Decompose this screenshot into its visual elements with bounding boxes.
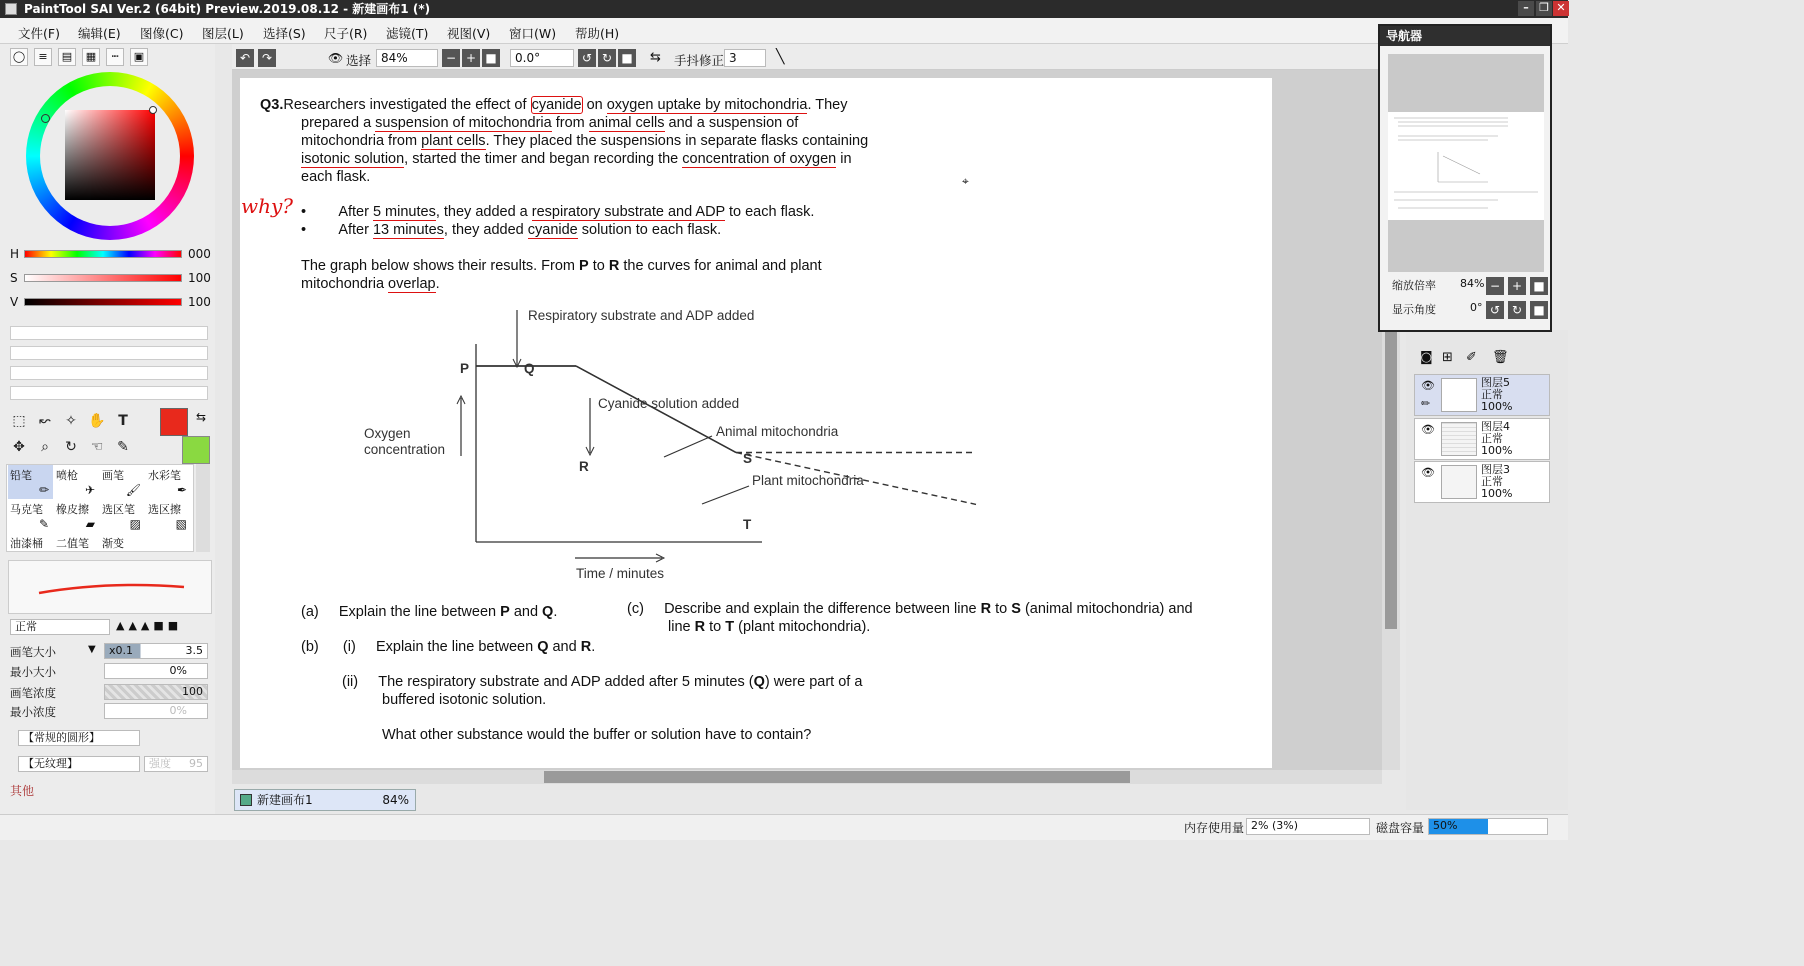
brush-label: 橡皮擦: [56, 503, 89, 516]
background-color-swatch[interactable]: [182, 436, 210, 464]
mixer-tab[interactable]: ┉: [106, 48, 124, 66]
swap-colors-icon[interactable]: ⇆: [196, 410, 207, 424]
text-run: to: [588, 258, 609, 274]
zoom-in-icon[interactable]: +: [462, 49, 480, 67]
nav-rotate-reset-icon[interactable]: ■: [1530, 301, 1548, 319]
nav-angle-label: 显示角度: [1392, 303, 1436, 316]
question-number: Q3.: [260, 97, 284, 113]
status-bar: [0, 814, 1568, 840]
brush-size-multiplier: x0.1: [109, 644, 134, 657]
layer-panel: [1406, 330, 1568, 810]
airbrush-icon: ✈: [84, 483, 95, 497]
annotated-word: overlap: [388, 276, 436, 292]
swatch-row[interactable]: [10, 386, 208, 400]
memory-label: 内存使用量: [1184, 821, 1245, 835]
text-run: from: [551, 115, 589, 131]
text-run: .: [553, 604, 558, 620]
layer-mode: 正常: [1481, 475, 1503, 488]
menu-ruler[interactable]: 尺子(R): [324, 26, 368, 41]
brush-label: 选区擦: [148, 503, 181, 516]
hsv-slider-tab[interactable]: ▤: [58, 48, 76, 66]
horizontal-scrollbar[interactable]: [232, 770, 1382, 784]
annotated-word: respiratory substrate and ADP: [531, 204, 725, 220]
brush-tip-shapes[interactable]: ▲▲▲■■: [116, 619, 183, 632]
text-run: ) were part of a: [764, 674, 863, 690]
bold-letter: R: [580, 639, 592, 655]
question-c-line2: [668, 619, 870, 635]
rotate-icon[interactable]: ↻: [65, 439, 77, 455]
undo-icon[interactable]: ↶: [236, 49, 254, 67]
question-label: (a): [301, 604, 319, 620]
copy-layer-icon[interactable]: ✐: [1466, 350, 1477, 365]
swatch-row[interactable]: [10, 326, 208, 340]
canvas-tab[interactable]: [234, 789, 416, 811]
zoom-icon[interactable]: ⌕: [41, 439, 49, 455]
menu-file[interactable]: 文件(F): [18, 26, 60, 41]
layer-info: [1481, 377, 1512, 413]
text-run: . They placed the suspensions in separate flasks containing: [485, 133, 869, 149]
point-label-t: T: [743, 517, 752, 532]
eye-icon[interactable]: 👁: [1421, 466, 1435, 479]
select-label: 选择: [346, 53, 372, 68]
select-pen-icon: ▨: [129, 517, 141, 531]
annotated-word: oxygen uptake by mitochondria: [606, 97, 808, 113]
oxygen-graph: [240, 78, 1272, 768]
layer-name: 图层4: [1481, 420, 1510, 433]
document-page[interactable]: [240, 78, 1272, 768]
layer-name: 图层5: [1481, 376, 1510, 389]
window-title: PaintTool SAI Ver.2 (64bit) Preview.2019.08.12 - 新建画布1 (*): [24, 2, 431, 16]
annotated-word: plant cells: [421, 133, 486, 149]
disk-usage-bar: [1428, 818, 1548, 835]
texture-strength-label: 强度: [149, 757, 171, 770]
x-axis-label: Time / minutes: [576, 566, 665, 581]
stabilizer-label: 手抖修正: [674, 53, 725, 68]
text-run: in: [836, 151, 852, 167]
text-run: , they added: [443, 222, 528, 238]
brush-marker[interactable]: [8, 499, 53, 533]
hue-slider[interactable]: [24, 250, 182, 258]
s-label: S: [10, 271, 18, 285]
brush-pencil[interactable]: [8, 465, 53, 499]
magic-wand-icon[interactable]: ✧: [65, 413, 77, 429]
watercolor-icon: ✒: [176, 483, 187, 497]
layer-name: 图层3: [1481, 463, 1510, 476]
min-density-label: 最小浓度: [10, 705, 56, 719]
eye-icon: 👁: [328, 51, 344, 65]
maximize-button[interactable]: ❐: [1536, 1, 1552, 16]
annotated-word: cyanide: [527, 222, 578, 238]
foreground-color-swatch[interactable]: [160, 408, 188, 436]
text-run: The graph below shows their results. From: [301, 258, 580, 274]
stabilizer-select[interactable]: 3: [724, 49, 766, 67]
point-label-q: Q: [524, 361, 535, 376]
text-run: prepared a: [301, 115, 376, 131]
question-label: (i): [342, 639, 356, 655]
navigator-page-thumbnail: [1388, 112, 1544, 220]
bold-letter: R: [980, 601, 992, 617]
value-value: 100: [188, 295, 211, 309]
text-run: , they added a: [435, 204, 532, 220]
nav-rotate-left-icon[interactable]: ↺: [1486, 301, 1504, 319]
menu-image[interactable]: 图像(C): [140, 26, 184, 41]
new-folder-icon[interactable]: ⊞: [1442, 350, 1453, 365]
memory-usage-bar: [1246, 818, 1370, 835]
brush-label: 油漆桶: [10, 537, 43, 550]
text-run: After: [338, 204, 373, 220]
other-section[interactable]: 其他: [10, 784, 35, 798]
text-run: solution to each flask.: [577, 222, 722, 238]
stroke-preview-line: [9, 561, 213, 615]
hand-icon[interactable]: ✋: [88, 413, 106, 429]
annotated-word: 5 minutes: [372, 204, 436, 220]
text-run: mitochondria from: [301, 133, 422, 149]
question-c: [627, 601, 1193, 617]
text-tool-icon[interactable]: T: [118, 413, 128, 429]
zoom-out-icon[interactable]: −: [442, 49, 460, 67]
nav-rotate-right-icon[interactable]: ↻: [1508, 301, 1526, 319]
text-run: . They: [807, 97, 848, 113]
density-label: 画笔浓度: [10, 686, 56, 700]
hue-value: 000: [188, 247, 211, 261]
menu-window[interactable]: 窗口(W): [509, 26, 557, 41]
bold-letter: T: [725, 619, 735, 635]
left-panel: [0, 44, 215, 840]
annotated-word: suspension of mitochondria: [375, 115, 552, 131]
horizontal-scroll-thumb[interactable]: [544, 771, 1130, 783]
eye-icon[interactable]: 👁: [1421, 423, 1435, 436]
animal-label: Animal mitochondria: [716, 424, 839, 439]
point-label-p: P: [460, 361, 470, 376]
layer-info: [1481, 464, 1512, 500]
pencil-icon: ✏: [38, 483, 49, 497]
point-label-r: R: [579, 459, 589, 474]
vertical-scroll-thumb[interactable]: [1385, 304, 1397, 629]
question-b-i: [301, 639, 595, 655]
eye-icon[interactable]: 👁: [1421, 379, 1435, 392]
min-size-label: 最小大小: [10, 665, 56, 679]
redo-icon[interactable]: ↷: [258, 49, 276, 67]
bold-letter: Q: [753, 674, 765, 690]
layer-thumbnail: [1441, 378, 1477, 412]
pen-lock-icon[interactable]: ✏: [1421, 397, 1431, 410]
saturation-value-square[interactable]: [65, 110, 155, 200]
trash-icon[interactable]: 🗑: [1492, 350, 1509, 365]
text-run: and a suspension of: [664, 115, 799, 131]
question-label: (c): [627, 601, 644, 617]
bullet-2: • After 13 minutes, they added cyanide solution to each flask.: [301, 222, 722, 238]
text-run: , started the timer and began recording the: [404, 151, 683, 167]
brush-label: 画笔: [102, 469, 124, 482]
v-label: V: [10, 295, 19, 309]
minimize-button[interactable]: –: [1518, 1, 1534, 16]
bold-letter: R: [694, 619, 706, 635]
rotate-reset-icon[interactable]: ■: [618, 49, 636, 67]
text-run: to: [991, 601, 1012, 617]
layer-thumbnail: [1441, 422, 1477, 456]
brush-size-value: 3.5: [185, 644, 203, 657]
animal-arrow: [664, 436, 712, 457]
text-run: After: [338, 222, 373, 238]
text-run: (plant mitochondria).: [734, 619, 871, 635]
saturation-value: 100: [188, 271, 211, 285]
menu-help[interactable]: 帮助(H): [575, 26, 620, 41]
y-axis-label: Oxygen concentration: [364, 426, 446, 457]
title-bar: [0, 0, 1568, 18]
brush-airbrush[interactable]: [54, 465, 99, 499]
brush-binary[interactable]: [54, 533, 99, 551]
canvas-tab-name: 新建画布1: [257, 793, 313, 807]
zoom-reset-icon[interactable]: ■: [482, 49, 500, 67]
brush-select-eraser[interactable]: [146, 499, 191, 533]
value-slider[interactable]: [24, 298, 182, 306]
substrate-annotation: Respiratory substrate and ADP added: [528, 308, 755, 323]
layer-mode: 正常: [1481, 388, 1503, 401]
layer-item[interactable]: [1414, 418, 1550, 460]
navigator-window[interactable]: [1378, 24, 1552, 332]
bullet-1: • After 5 minutes, they added a respiratory substrate and ADP to each flask.: [301, 204, 815, 220]
navigator-title-bar[interactable]: [1380, 26, 1550, 46]
bold-letter: P: [500, 604, 510, 620]
hue-cursor[interactable]: [41, 114, 50, 123]
menu-view[interactable]: 视图(V): [447, 26, 491, 41]
nav-angle-value: 0°: [1470, 301, 1483, 314]
layer-info: [1481, 421, 1512, 457]
brush-eraser[interactable]: [54, 499, 99, 533]
menu-edit[interactable]: 编辑(E): [78, 26, 121, 41]
brush-bucket[interactable]: [8, 533, 53, 551]
text-run: and: [548, 639, 581, 655]
brush-label: 水彩笔: [148, 469, 181, 482]
swatch-row[interactable]: [10, 346, 208, 360]
question-label: (ii): [342, 674, 359, 690]
annotated-word: animal cells: [588, 115, 665, 131]
memory-usage-value: 2% (3%): [1251, 819, 1298, 832]
min-size-field[interactable]: 0%: [104, 663, 208, 679]
menu-bar: [0, 18, 1568, 44]
min-density-field[interactable]: 0%: [104, 703, 208, 719]
swatch-row[interactable]: [10, 366, 208, 380]
canvas-icon: [240, 794, 252, 806]
canvas-toolbar: [232, 44, 1382, 70]
brush-scrollbar[interactable]: [196, 464, 210, 552]
density-field[interactable]: 100: [104, 684, 208, 700]
brush-label: 喷枪: [56, 469, 78, 482]
sv-cursor[interactable]: [149, 106, 157, 114]
brush-gradient[interactable]: [100, 533, 145, 551]
plant-label: Plant mitochondria: [752, 473, 864, 488]
nav-zoom-label: 缩放倍率: [1392, 279, 1436, 292]
navigator-page-lines: [1388, 112, 1544, 220]
texture-strength-value: 95: [189, 757, 203, 770]
brush-icon: 🖌: [125, 483, 141, 497]
annotated-word: isotonic solution: [301, 151, 405, 167]
layer-thumbnail: [1441, 465, 1477, 499]
brush-label: 铅笔: [10, 469, 32, 482]
brush-shape-select[interactable]: 【常规的圆形】: [18, 730, 140, 746]
line-tool-icon[interactable]: ╲: [776, 49, 785, 65]
disk-label: 磁盘容量: [1376, 821, 1425, 835]
brush-watercolor[interactable]: [146, 465, 191, 499]
texture-select[interactable]: 【无纹理】: [18, 756, 140, 772]
brush-label: 选区笔: [102, 503, 135, 516]
cyanide-annotation: Cyanide solution added: [598, 396, 740, 411]
move-icon[interactable]: ✥: [13, 439, 25, 455]
app-icon: [5, 3, 17, 15]
question-b-ii-line2: buffered isotonic solution.: [382, 692, 547, 708]
text-run: The respiratory substrate and ADP added after 5 minutes (: [378, 674, 754, 690]
handwritten-note: why?: [241, 194, 294, 218]
dropdown-arrow-icon[interactable]: ▼: [88, 644, 96, 655]
brush-size-label: 画笔大小: [10, 645, 56, 659]
question-line-5: each flask.: [301, 169, 371, 185]
scratchpad-tab[interactable]: ▣: [130, 48, 148, 66]
texture-strength-field[interactable]: [144, 756, 208, 772]
brush-size-field[interactable]: [104, 643, 208, 659]
text-run: Researchers investigated the effect of: [283, 97, 531, 113]
zoom-select[interactable]: 84%: [376, 49, 438, 67]
plant-arrow: [702, 486, 749, 504]
menu-select[interactable]: 选择(S): [263, 26, 306, 41]
hand-pan-icon[interactable]: ☜: [90, 439, 104, 455]
palette-tab[interactable]: ▦: [82, 48, 100, 66]
text-run: .: [591, 639, 596, 655]
nav-zoom-value: 84%: [1460, 277, 1485, 290]
new-layer-icon[interactable]: ◙: [1420, 350, 1433, 365]
bold-letter: P: [579, 258, 589, 274]
text-run: on: [582, 97, 607, 113]
question-label: (b): [301, 639, 319, 655]
menu-filter[interactable]: 滤镜(T): [386, 26, 429, 41]
question-b-ii-line3: What other substance would the buffer or solution have to contain?: [382, 727, 812, 743]
layer-item[interactable]: [1414, 461, 1550, 503]
nav-zoom-out-icon[interactable]: −: [1486, 277, 1504, 295]
layer-mode: 正常: [1481, 432, 1503, 445]
text-run: mitochondria: [301, 276, 389, 292]
rotate-right-icon[interactable]: ↻: [598, 49, 616, 67]
rgb-slider-tab[interactable]: ≡: [34, 48, 52, 66]
text-run: Describe and explain the difference between line: [664, 601, 981, 617]
annotated-word: concentration of oxygen: [682, 151, 837, 167]
text-run: to each flask.: [724, 204, 815, 220]
text-run: Explain the line between: [375, 639, 538, 655]
stroke-preview: [8, 560, 212, 614]
disk-usage-value: 50%: [1433, 819, 1458, 832]
mouse-cursor-icon: ⌖: [962, 174, 969, 188]
navigator-preview[interactable]: [1388, 54, 1544, 272]
brush-label: 渐变: [102, 537, 124, 550]
nav-zoom-reset-icon[interactable]: ■: [1530, 277, 1548, 295]
canvas-tab-zoom: 84%: [382, 793, 409, 807]
marker-icon: ✎: [38, 517, 49, 531]
annotated-word: cyanide: [531, 97, 582, 113]
text-run: to: [705, 619, 726, 635]
rect-select-icon[interactable]: ⬚: [12, 413, 26, 429]
color-wheel-tab[interactable]: ◯: [10, 48, 28, 66]
close-button[interactable]: ✕: [1553, 1, 1569, 16]
question-b-ii: [342, 674, 862, 690]
brush-label: 马克笔: [10, 503, 43, 516]
bold-letter: Q: [542, 604, 554, 620]
bold-letter: S: [1011, 601, 1021, 617]
angle-select[interactable]: 0.0°: [510, 49, 574, 67]
h-label: H: [10, 247, 20, 261]
layer-opacity: 100%: [1481, 400, 1513, 413]
eyedropper-icon[interactable]: ✎: [117, 439, 129, 455]
bold-letter: R: [608, 258, 620, 274]
saturation-slider[interactable]: [24, 274, 182, 282]
brush-select-pen[interactable]: [100, 499, 145, 533]
lasso-icon[interactable]: ↜: [39, 413, 51, 429]
point-label-s: S: [743, 451, 753, 466]
annotated-word: 13 minutes: [372, 222, 444, 238]
brush-label: 二值笔: [56, 537, 89, 550]
menu-layer[interactable]: 图层(L): [202, 26, 244, 41]
layer-opacity: 100%: [1481, 444, 1513, 457]
text-run: and: [509, 604, 543, 620]
layer-opacity: 100%: [1481, 487, 1513, 500]
text-run: .: [435, 276, 440, 292]
navigator-title: 导航器: [1386, 29, 1423, 43]
blend-mode-select[interactable]: 正常: [10, 619, 110, 635]
rotate-left-icon[interactable]: ↺: [578, 49, 596, 67]
text-run: Explain the line between: [338, 604, 501, 620]
question-a: [301, 604, 557, 620]
text-run: the curves for animal and plant: [619, 258, 822, 274]
text-run: (animal mitochondria) and: [1020, 601, 1193, 617]
layer-item[interactable]: [1414, 374, 1550, 416]
text-run: line: [668, 619, 695, 635]
brush-brush[interactable]: [100, 465, 145, 499]
flip-icon[interactable]: ⇆: [650, 50, 661, 65]
select-eraser-icon: ▧: [175, 517, 187, 531]
nav-zoom-in-icon[interactable]: +: [1508, 277, 1526, 295]
eraser-icon: ▰: [85, 517, 95, 531]
bold-letter: Q: [537, 639, 549, 655]
